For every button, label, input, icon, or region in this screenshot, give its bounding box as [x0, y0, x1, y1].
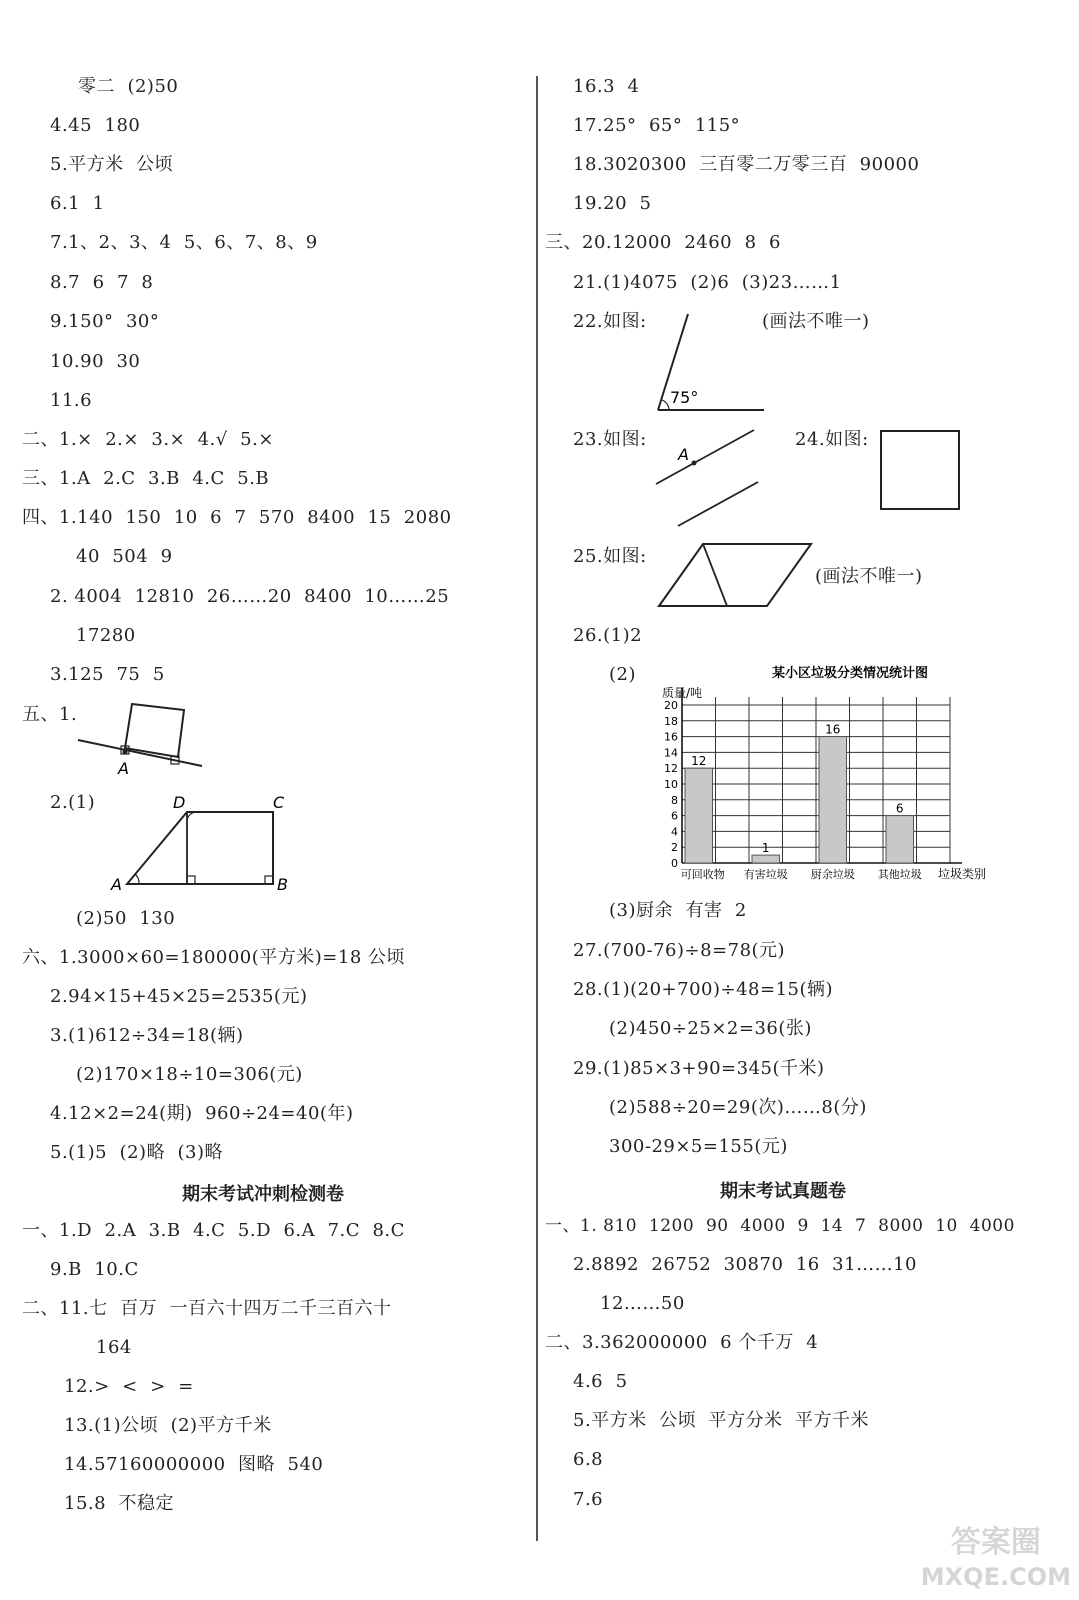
answer-line: (3)厨余 有害 2	[609, 900, 747, 921]
answer-line: 7.6	[573, 1489, 604, 1510]
bar	[752, 855, 780, 863]
figure-trapezoid	[105, 790, 305, 894]
answer-line: 8.7 6 7 8	[50, 272, 154, 293]
bar-chart	[640, 660, 1020, 890]
category-label: 有害垃圾	[743, 868, 788, 881]
bar	[886, 816, 914, 863]
y-tick-label: 12	[664, 762, 678, 776]
answer-line: 三、1.A 2.C 3.B 4.C 5.B	[22, 468, 270, 489]
answer-line: 13.(1)公顷 (2)平方千米	[64, 1415, 272, 1436]
answer-line: (2)	[609, 664, 636, 685]
answer-line: 6.8	[573, 1449, 604, 1470]
answer-line: 22.如图:	[573, 311, 647, 332]
answer-line: 四、1.140 150 10 6 7 570 8400 15 2080	[22, 507, 452, 528]
x-axis-label: 垃圾类别	[938, 867, 987, 881]
answer-line: 300-29×5=155(元)	[609, 1136, 788, 1157]
answer-line: 4.45 180	[50, 115, 141, 136]
answer-line: 5.(1)5 (2)略 (3)略	[50, 1142, 224, 1163]
vertex-d: D	[173, 793, 186, 812]
answer-line: 二、11.七 百万 一百六十四万二千三百六十	[22, 1298, 392, 1319]
answer-line: 5.平方米 公顷 平方分米 平方千米	[573, 1410, 870, 1431]
answer-line: (2)50 130	[76, 908, 176, 929]
answer-line: 23.如图:	[573, 429, 647, 450]
category-label: 厨余垃圾	[810, 868, 855, 881]
answer-line: 4.6 5	[573, 1371, 628, 1392]
figure-parallel-lines	[650, 424, 760, 534]
answer-line: 17280	[76, 625, 136, 646]
answer-line: 零二 (2)50	[78, 76, 179, 97]
answer-line: 16.3 4	[573, 76, 640, 97]
drawing-note: (画法不唯一)	[762, 311, 870, 332]
figure-square	[878, 428, 962, 512]
answer-line: 六、1.3000×60=180000(平方米)=18 公顷	[22, 947, 406, 968]
answer-line: 五、1.	[22, 704, 78, 725]
figure-parallelogram	[655, 540, 815, 612]
answer-line: 40 504 9	[76, 546, 173, 567]
vertex-a: A	[111, 875, 122, 894]
category-label: 可回收物	[680, 868, 725, 881]
answer-line: 6.1 1	[50, 193, 105, 214]
y-tick-label: 14	[664, 746, 678, 760]
answer-line: 27.(700-76)÷8=78(元)	[573, 940, 786, 961]
answer-line: 2. 4004 12810 26……20 8400 10……25	[50, 586, 450, 607]
watermark-logo: 答案圈	[950, 1525, 1041, 1560]
figure-rectangle-on-line	[70, 700, 210, 780]
section-title: 期末考试真题卷	[720, 1181, 846, 1202]
answer-line: 9.B 10.C	[50, 1259, 139, 1280]
y-tick-label: 8	[671, 793, 678, 807]
figure-angle	[650, 308, 770, 416]
answer-line: 11.6	[50, 390, 93, 411]
y-axis-label: 质量/吨	[662, 686, 703, 700]
answer-line: 3.125 75 5	[50, 664, 165, 685]
drawing-note: (画法不唯一)	[815, 566, 923, 587]
vertex-b: B	[277, 875, 288, 894]
column-divider	[536, 76, 538, 1541]
category-label: 其他垃圾	[877, 868, 922, 881]
bar-value-label: 1	[761, 841, 770, 856]
bar-value-label: 12	[691, 754, 707, 769]
y-tick-label: 0	[671, 857, 678, 870]
answer-line: 18.3020300 三百零二万零三百 90000	[573, 154, 920, 175]
answer-line: (2)588÷20=29(次)……8(分)	[609, 1097, 867, 1118]
answer-line: 15.8 不稳定	[64, 1493, 175, 1514]
answer-line: 12……50	[600, 1293, 685, 1314]
answer-line: 19.20 5	[573, 193, 652, 214]
bar-value-label: 16	[825, 722, 841, 737]
y-tick-label: 4	[671, 825, 678, 839]
answer-line: 10.90 30	[50, 351, 141, 372]
y-tick-label: 6	[671, 809, 678, 823]
y-tick-label: 18	[664, 714, 678, 728]
vertex-c: C	[273, 793, 285, 812]
answer-line: 21.(1)4075 (2)6 (3)23……1	[573, 272, 842, 293]
answer-line: 164	[96, 1337, 132, 1358]
answer-line: 二、1.× 2.× 3.× 4.√ 5.×	[22, 429, 274, 450]
bar	[819, 737, 847, 863]
answer-line: 三、20.12000 2460 8 6	[545, 232, 781, 253]
chart-title: 某小区垃圾分类情况统计图	[771, 666, 929, 681]
answer-line: 4.12×2=24(期) 960÷24=40(年)	[50, 1103, 354, 1124]
section-title: 期末考试冲刺检测卷	[182, 1184, 344, 1205]
angle-label: 75°	[670, 388, 699, 407]
watermark	[921, 1526, 1071, 1594]
answer-line: 12.> < > =	[64, 1376, 194, 1397]
answer-line: 14.57160000000 图略 540	[64, 1454, 324, 1475]
bar	[685, 768, 713, 863]
answer-line: 2.94×15+45×25=2535(元)	[50, 986, 308, 1007]
answer-line: 9.150° 30°	[50, 311, 160, 332]
point-label-a: A	[118, 759, 129, 778]
answer-line: 2.(1)	[50, 792, 96, 813]
answer-line: 3.(1)612÷34=18(辆)	[50, 1025, 244, 1046]
answer-line: 二、3.362000000 6 个千万 4	[545, 1332, 819, 1353]
answer-line: 17.25° 65° 115°	[573, 115, 741, 136]
answer-line: (2)450÷25×2=36(张)	[609, 1018, 812, 1039]
bar-value-label: 6	[895, 801, 904, 816]
answer-line: 29.(1)85×3+90=345(千米)	[573, 1058, 825, 1079]
y-tick-label: 10	[664, 778, 678, 791]
y-tick-label: 16	[664, 730, 678, 744]
y-tick-label: 20	[664, 699, 678, 712]
answer-line: 一、1.D 2.A 3.B 4.C 5.D 6.A 7.C 8.C	[22, 1220, 405, 1241]
answer-line: 一、1. 810 1200 90 4000 9 14 7 8000 10 4000	[545, 1216, 1015, 1236]
answer-line: 28.(1)(20+700)÷48=15(辆)	[573, 979, 834, 1000]
answer-line: 2.8892 26752 30870 16 31……10	[573, 1254, 917, 1275]
y-tick-label: 2	[671, 841, 678, 855]
point-label-a: A	[678, 445, 689, 464]
answer-line: 5.平方米 公顷	[50, 154, 174, 175]
answer-line: 26.(1)2	[573, 625, 643, 646]
answer-line: 24.如图:	[795, 429, 869, 450]
answer-line: (2)170×18÷10=306(元)	[76, 1064, 303, 1085]
answer-line: 7.1、2、3、4 5、6、7、8、9	[50, 232, 318, 253]
watermark-url: MXQE.COM	[920, 1563, 1071, 1591]
answer-line: 25.如图:	[573, 546, 647, 567]
